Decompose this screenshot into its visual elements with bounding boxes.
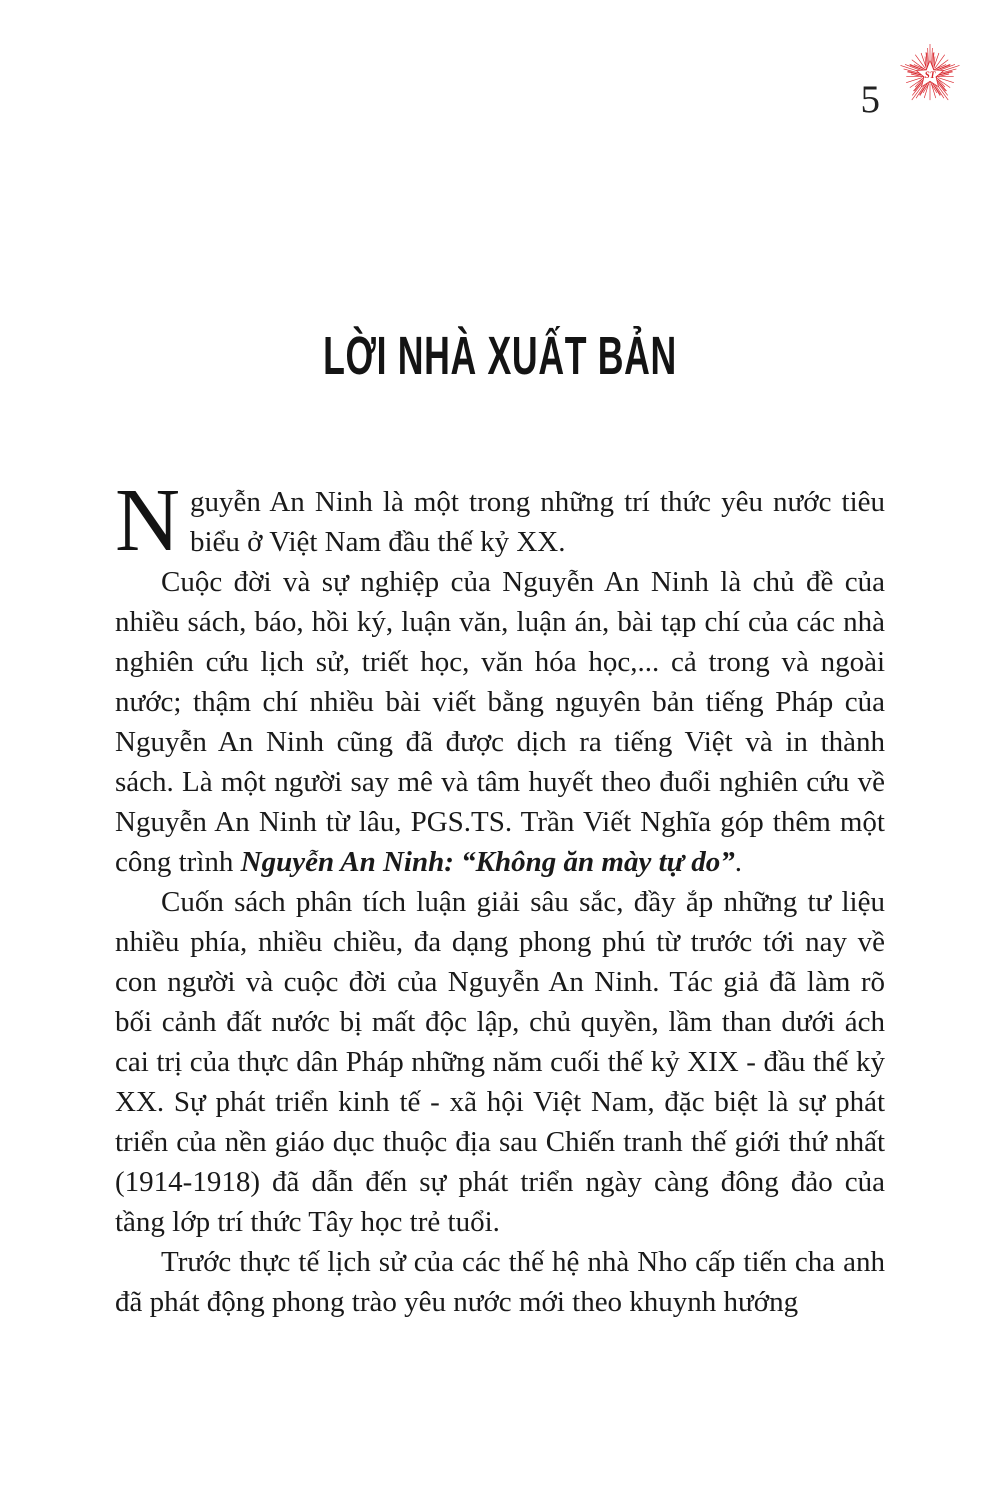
chapter-title bbox=[0, 326, 1000, 386]
paragraph-text: . bbox=[734, 846, 742, 878]
paragraph: Trước thực tế lịch sử của các thế hệ nhà Nho cấp tiến cha anh đã phát động phong trào yêu nước mới theo khuynh hướng bbox=[115, 1246, 885, 1318]
publisher-logo-icon bbox=[897, 42, 963, 108]
chapter-title-text: LỜI NHÀ XUẤT BẢN bbox=[323, 326, 677, 386]
logo-monogram: ST bbox=[924, 69, 936, 80]
paragraph-text: Cuộc đời và sự nghiệp của Nguyễn An Ninh là chủ đề của nhiều sách, báo, hồi ký, luận văn, luận án, bài tạp chí của các nhà nghiên cứu lịch sử, triết học, văn hóa học,... cả trong và ngoài nước; thậm chí nhiều bài viết bằng nguyên bản tiếng Pháp của Nguyễn An Ninh cũng đã được dịch ra tiếng Việt và in thành sách. Là một người say mê và tâm huyết theo đuổi nghiên cứu về Nguyễn An Ninh từ lâu, PGS.TS. Trần Viết Nghĩa góp thêm một công trình bbox=[115, 566, 885, 878]
paragraph-text: guyễn An Ninh là một trong những trí thức yêu nước tiêu biểu ở Việt Nam đầu thế kỷ XX. bbox=[190, 486, 885, 558]
paragraph: Cuốn sách phân tích luận giải sâu sắc, đầy ắp những tư liệu nhiều phía, nhiều chiều, đa dạng phong phú từ trước tới nay về con người và cuộc đời của Nguyễn An Ninh. Tác giả đã làm rõ bối cảnh đất nước bị mất độc lập, chủ quyền, lầm than dưới ách cai trị của thực dân Pháp những năm cuối thế kỷ XIX - đầu thế kỷ XX. Sự phát triển kinh tế - xã hội Việt Nam, đặc biệt là sự phát triển của nền giáo dục thuộc địa sau Chiến tranh thế giới thứ nhất (1914-1918) đã dẫn đến sự phát triển ngày càng đông đảo của tầng lớp trí thức Tây học trẻ tuổi. bbox=[115, 886, 885, 1238]
drop-cap: N bbox=[115, 471, 180, 570]
body-text bbox=[115, 471, 885, 1322]
paragraph bbox=[115, 471, 885, 570]
paragraph bbox=[115, 562, 885, 882]
page-number: 5 bbox=[860, 78, 880, 121]
book-title-mention: Nguyễn An Ninh: “Không ăn mày tự do” bbox=[240, 846, 735, 878]
